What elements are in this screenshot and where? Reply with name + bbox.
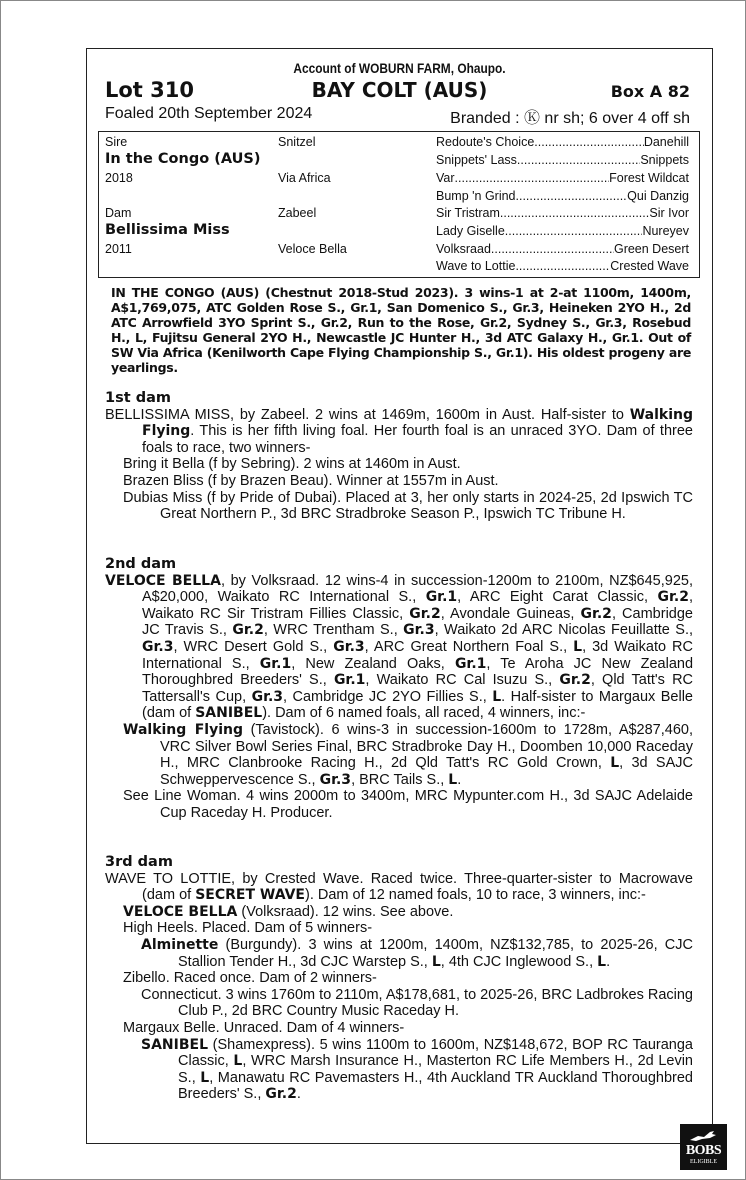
progeny-entry: See Line Woman. 4 wins 2000m to 3400m, MRC Mypunter.com H., 3d SAJC Adelaide Cup Raceday H. Producer.: [123, 788, 693, 821]
ancestor-sire: Nureyev: [642, 224, 689, 238]
horse-name: Alminette: [141, 936, 219, 953]
text: , ARC Great Northern Foal S.,: [364, 638, 574, 655]
text: , Qld Tatt's RC Tattersall's Cup,: [142, 672, 694, 705]
ancestor-name: Sir Tristram: [436, 206, 500, 220]
text: (Shamexpress). 5 wins 1100m to 1600m, NZ$148,672, BOP RC Tauranga Classic,: [178, 1036, 693, 1070]
ancestor-sire: Danehill: [643, 135, 689, 149]
text: (Burgundy). 3 wins at 1200m, 1400m, NZ$132,785, to 2025-26, CJC Stallion Tender H., 3d CJC Warstep S.,: [178, 936, 693, 970]
dam-entry: [105, 871, 693, 904]
race-grade: Gr.1: [425, 589, 458, 606]
logo-subtext: ELIGIBLE: [690, 1159, 717, 1165]
lot-number: Lot 310: [105, 78, 194, 102]
text: , BRC Tails S.,: [351, 771, 449, 788]
text: , WRC Desert Gold S.,: [173, 638, 334, 655]
ancestor-sire: Green Desert: [613, 242, 689, 256]
ancestor-name: Snippets' Lass: [436, 153, 517, 167]
sire-name: In the Congo (AUS): [105, 151, 261, 167]
text: , Cambridge JC Travis S.,: [142, 605, 693, 639]
progeny-entry: [105, 1037, 693, 1103]
pedigree-gen3-row: [436, 242, 689, 256]
race-grade: Gr.2: [265, 1086, 297, 1103]
text: , Waikato 2d ARC Nicolas Feuillatte S.,: [434, 622, 694, 639]
race-grade: L: [233, 1053, 243, 1070]
text: , Waikato RC Sir Tristram Fillies Classic,: [142, 589, 694, 622]
dam-sire: Zabeel: [278, 206, 317, 220]
text: , Te Aroha JC New Zealand Thoroughbred Breeders' S.,: [142, 655, 694, 689]
text: .: [606, 953, 611, 970]
race-grade: Gr.2: [580, 605, 612, 622]
text: , Waikato RC Cal Isuzu S.,: [365, 672, 560, 689]
race-grade: Gr.2: [232, 622, 264, 639]
dam-year: 2011: [105, 242, 132, 256]
text: BELLISSIMA MISS, by Zabeel. 2 wins at 1469m, 1600m in Aust. Half-sister to: [105, 406, 630, 423]
pedigree-gen3-row: [436, 206, 689, 220]
race-grade: L: [610, 755, 620, 772]
race-grade: Gr.2: [657, 589, 689, 606]
ancestor-name: Var: [436, 171, 455, 185]
horse-name: VELOCE BELLA: [123, 903, 238, 920]
text: . Half-sister to Margaux Belle (dam of: [142, 688, 693, 722]
progeny-entry: Zibello. Raced once. Dam of 2 winners-: [123, 970, 377, 987]
progeny-entry: [105, 937, 693, 970]
section-heading: 1st dam: [105, 390, 171, 406]
section-heading: 2nd dam: [105, 556, 177, 572]
ancestor-sire: Crested Wave: [610, 259, 689, 273]
race-grade: Gr.1: [454, 655, 487, 672]
pedigree-gen3-row: [436, 135, 689, 149]
text: . This is her fifth living foal. Her fourth foal is an unraced 3YO. Dam of three foals to race, two winners-: [142, 423, 693, 456]
ancestor-name: Wave to Lottie: [436, 259, 516, 273]
sire-dam: Via Africa: [278, 171, 331, 185]
race-grade: Gr.3: [333, 638, 365, 655]
dam-entry: [105, 573, 693, 722]
text: , WRC Marsh Insurance H., Masterton RC Life Members H., 2d Levin S.,: [178, 1053, 693, 1086]
horse-name: SANIBEL: [195, 705, 263, 722]
second-dam-section: [105, 556, 693, 822]
text: .: [457, 771, 462, 788]
progeny-entry: [105, 722, 693, 788]
text: (Volksraad). 12 wins. See above.: [237, 903, 454, 920]
pedigree-table: [98, 131, 700, 278]
foaled-date: Foaled 20th September 2024: [105, 105, 313, 122]
race-grade: Gr.3: [403, 622, 435, 639]
text: , Cambridge JC 2YO Fillies S.,: [283, 688, 493, 705]
horse-name: Walking Flying: [142, 406, 693, 440]
horse-title: BAY COLT (AUS): [311, 78, 488, 102]
ancestor-sire: Forest Wildcat: [609, 171, 689, 185]
horse-icon: [688, 1130, 718, 1142]
ancestor-sire: Sir Ivor: [649, 206, 689, 220]
sire-label: Sire: [105, 135, 128, 149]
race-grade: Gr.2: [559, 672, 591, 689]
horse-name: VELOCE BELLA: [105, 572, 221, 589]
race-grade: Gr.1: [333, 672, 366, 689]
race-grade: L: [492, 688, 502, 705]
text: , Avondale Guineas,: [440, 605, 581, 622]
ancestor-sire: Snippets: [640, 153, 689, 167]
progeny-entry: Margaux Belle. Unraced. Dam of 4 winners-: [123, 1019, 405, 1036]
text: WAVE TO LOTTIE, by Crested Wave. Raced twice. Three-quarter-sister to Macrowave (dam of: [105, 870, 693, 904]
vendor-account: Account of WOBURN FARM, Ohaupo.: [293, 60, 506, 76]
horse-name: SANIBEL: [141, 1036, 208, 1053]
ancestor-name: Lady Giselle: [436, 224, 505, 238]
ancestor-name: Redoute's Choice: [436, 135, 535, 149]
text: , 3d Waikato RC International S.,: [142, 638, 694, 672]
race-grade: Gr.2: [409, 605, 441, 622]
text: , 4th CJC Inglewood S.,: [440, 953, 598, 970]
ancestor-sire: Qui Danzig: [627, 189, 689, 203]
race-grade: L: [597, 953, 607, 970]
brand-info: Branded : Ⓚ nr sh; 6 over 4 off sh: [450, 110, 690, 127]
section-heading: 3rd dam: [105, 854, 173, 870]
pedigree-gen3-row: [436, 153, 689, 167]
text: ). Dam of 12 named foals, 10 to race, 3 winners, inc:-: [304, 887, 646, 904]
race-grade: L: [200, 1069, 210, 1086]
race-grade: L: [573, 638, 583, 655]
race-grade: L: [448, 771, 458, 788]
sire-year: 2018: [105, 171, 133, 185]
horse-name: SECRET WAVE: [195, 887, 305, 904]
catalogue-page: [86, 48, 713, 1144]
race-grade: Gr.3: [319, 771, 352, 788]
text: , by Volksraad. 12 wins-4 in succession-1200m to 2100m, NZ$645,925, A$20,000, Waikato RC International S.,: [142, 572, 693, 606]
box-number: Box A 82: [610, 82, 690, 101]
ancestor-name: Volksraad: [436, 242, 491, 256]
race-grade: Gr.3: [251, 688, 284, 705]
dam-name: Bellissima Miss: [105, 222, 230, 238]
dam-entry: [105, 407, 693, 457]
progeny-entry: Connecticut. 3 wins 1760m to 2110m, A$178,681, to 2025-26, BRC Ladbrokes Racing Club P., 2d BRC Country Music Raceday H.: [141, 986, 693, 1020]
text: .: [296, 1086, 301, 1103]
progeny-entry: Dubias Miss (f by Pride of Dubai). Placed at 3, her only starts in 2024-25, 2d Ipswich TC Great Northern P., 3d BRC Stradbroke Season P., Ipswich TC Tribune H.: [123, 489, 693, 523]
progeny-entry: High Heels. Placed. Dam of 5 winners-: [123, 920, 373, 937]
race-grade: Gr.1: [259, 655, 292, 672]
sire-summary: IN THE CONGO (AUS) (Chestnut 2018-Stud 2023). 3 wins-1 at 2-at 1100m, 1400m, A$1,769,075, ATC Golden Rose S., Gr.1, San Domenico S., Gr.3, Heineken 2YO H., 2d ATC Arrowfield 3YO Sprint S., Gr.2, Run to the Rose, Gr.2, Sydney S., Gr.3, Rosebud H., L, Fujitsu General 2YO H., Newcastle JC Hunter H., 3d ATC Galaxy H., Gr.1. Out of SW Via Africa (Kenilworth Cape Flying Championship S., Gr.1). His oldest progeny are yearlings.: [111, 285, 691, 375]
dam-dam: Veloce Bella: [278, 242, 347, 256]
pedigree-gen3-row: [436, 224, 689, 238]
pedigree-gen3-row: [436, 189, 689, 203]
pedigree-gen3-row: [436, 259, 689, 273]
ancestor-name: Bump 'n Grind: [436, 189, 516, 203]
progeny-entry: Brazen Bliss (f by Brazen Beau). Winner at 1557m in Aust.: [123, 472, 499, 489]
bobs-logo: [680, 1124, 727, 1170]
race-grade: Gr.3: [142, 638, 174, 655]
text: (Tavistock). 6 wins-3 in succession-1600m to 1728m, A$287,460, VRC Silver Bowl Series Final, BRC Stradbroke Day H., Doomben 10,000 Raceday H., MRC Clanbrooke Racing H., 2d Qld Tatt's RC Gold Crown,: [160, 721, 693, 772]
pedigree-gen3-row: [436, 171, 689, 185]
text: , 3d SAJC Schweppervescence S.,: [160, 755, 694, 788]
race-grade: L: [431, 953, 441, 970]
sire-sire: Snitzel: [278, 135, 316, 149]
first-dam-section: [105, 390, 693, 523]
progeny-entry: Bring it Bella (f by Sebring). 2 wins at 1460m in Aust.: [123, 456, 461, 473]
progeny-entry: [105, 904, 693, 921]
third-dam-section: [105, 854, 693, 1103]
dam-label: Dam: [105, 206, 132, 220]
text: , WRC Trentham S.,: [263, 622, 404, 639]
text: ). Dam of 6 named foals, all raced, 4 winners, inc:-: [262, 705, 586, 722]
horse-name: Walking Flying: [123, 721, 243, 738]
text: , Manawatu RC Pavemasters H., 4th Auckland TR Auckland Thoroughbred Breeders' S.,: [178, 1069, 693, 1103]
text: , ARC Eight Carat Classic,: [457, 589, 658, 606]
logo-text: BOBS: [685, 1143, 722, 1158]
text: , New Zealand Oaks,: [291, 655, 455, 672]
